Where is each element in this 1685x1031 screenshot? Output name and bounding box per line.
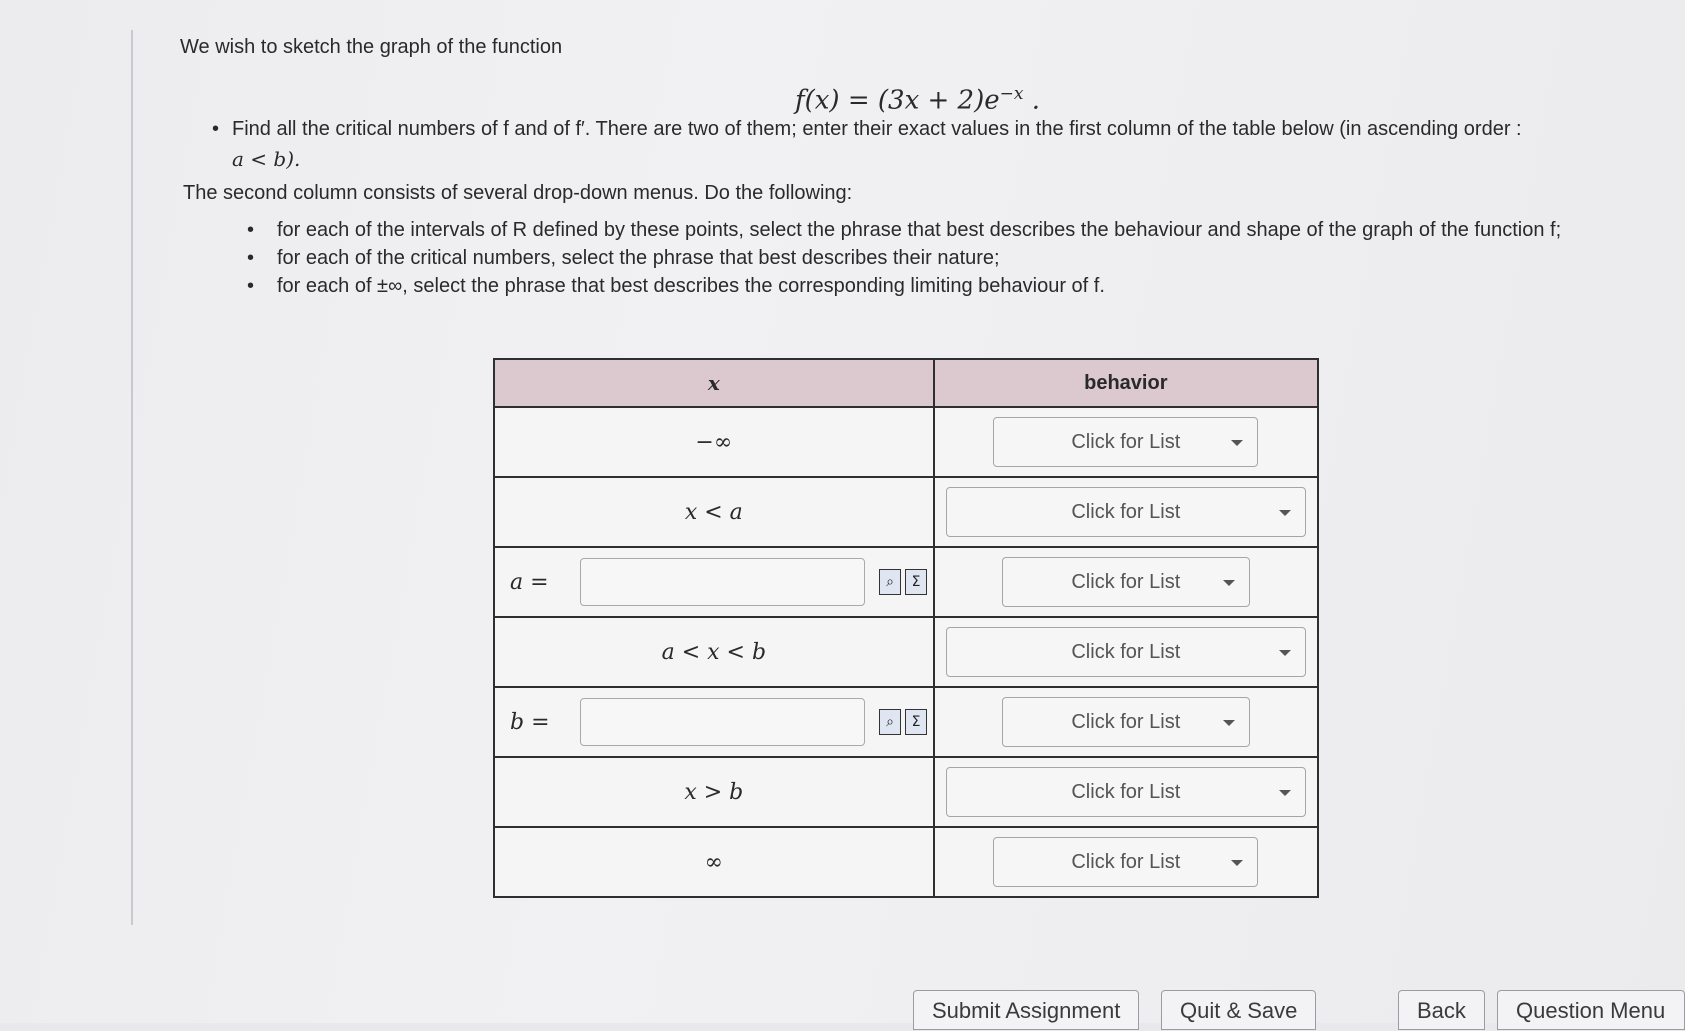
chevron-down-icon [1279,510,1291,516]
table-row [494,827,1318,897]
table-row [494,547,1318,617]
table-row [494,687,1318,757]
preview-icon[interactable]: ⌕ [879,569,901,595]
behavior-dropdown[interactable]: Click for List [946,627,1306,677]
behavior-dropdown[interactable]: Click for List [1002,697,1250,747]
list-item: • for each of the critical numbers, select the phrase that best describes their nature; [247,247,1000,269]
question-content [180,36,1660,297]
back-button[interactable]: Back [1398,990,1485,1030]
submit-assignment-button[interactable]: Submit Assignment [913,990,1139,1030]
behavior-dropdown[interactable]: Click for List [993,417,1258,467]
table-row [494,617,1318,687]
formula-exponent: −x [999,84,1024,104]
critical-a-input[interactable] [580,558,865,606]
instruction-sublist [247,216,1637,300]
chevron-down-icon [1231,440,1243,446]
chevron-down-icon [1231,860,1243,866]
behavior-dropdown[interactable]: Click for List [993,837,1258,887]
behavior-table [493,358,1319,898]
instruction-line-1: Find all the critical numbers of f and of f′. There are two of them; enter their exact values in the first column of the table below (in ascending order : [232,118,1522,140]
bullet-dot: • [212,118,220,140]
behavior-dropdown[interactable]: Click for List [1002,557,1250,607]
table-row [494,407,1318,477]
header-behavior: behavior [934,359,1318,407]
table-header-row [494,359,1318,407]
instruction-line-2: a < b). [232,147,301,171]
chevron-down-icon [1223,720,1235,726]
question-menu-button[interactable]: Question Menu [1497,990,1685,1030]
critical-a-label: a = [510,569,549,595]
footer-bar [0,968,1685,1023]
chevron-down-icon [1223,580,1235,586]
sigma-icon[interactable]: Σ [905,709,927,735]
x-cell: a < x < b [494,617,934,687]
list-item: • for each of the intervals of R defined by these points, select the phrase that best describes the behaviour and shape of the graph of the function f; [247,219,1562,241]
question-intro: We wish to sketch the graph of the function [180,36,563,58]
second-column-intro: The second column consists of several drop-down menus. Do the following: [183,182,853,204]
critical-b-label: b = [510,709,550,735]
chevron-down-icon [1279,650,1291,656]
behavior-dropdown[interactable]: Click for List [946,767,1306,817]
header-x: x [494,359,934,407]
table-row [494,757,1318,827]
preview-icon[interactable]: ⌕ [879,709,901,735]
x-cell: x < a [494,477,934,547]
x-cell: x > b [494,757,934,827]
instruction-bullet [212,114,1632,174]
sigma-icon[interactable]: Σ [905,569,927,595]
quit-save-button[interactable]: Quit & Save [1161,990,1316,1030]
function-formula: $f(x) = (3x + 2)e^{-x}$ . [795,84,1040,116]
x-cell: ∞ [494,827,934,897]
chevron-down-icon [1279,790,1291,796]
table-row [494,477,1318,547]
critical-b-input[interactable] [580,698,865,746]
x-cell: −∞ [494,407,934,477]
list-item: • for each of ±∞, select the phrase that best describes the corresponding limiting behaviour of f. [247,275,1105,297]
behavior-dropdown[interactable]: Click for List [946,487,1306,537]
left-divider [131,30,133,925]
